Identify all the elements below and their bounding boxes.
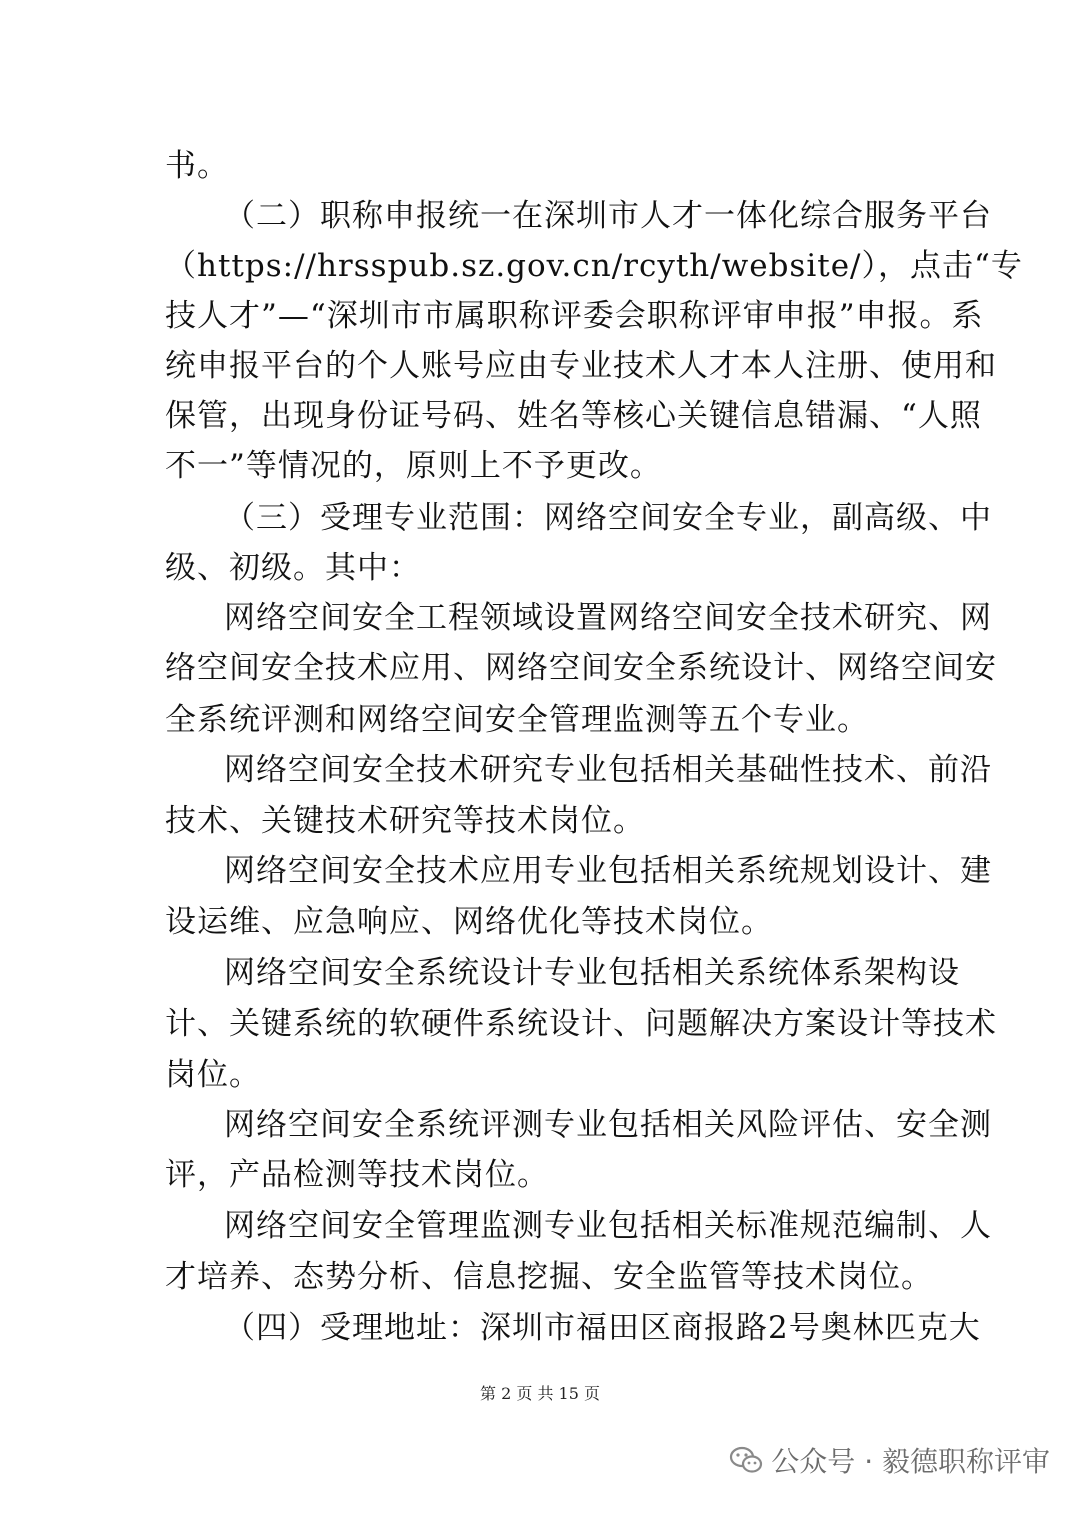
- text-line: 技术、关键技术研究等技术岗位。: [165, 803, 645, 839]
- text-line: 书。: [165, 148, 229, 184]
- wechat-icon: [729, 1445, 763, 1475]
- text-line: 络空间安全技术应用、网络空间安全系统设计、网络空间安: [165, 650, 997, 686]
- text-line: （二）职称申报统一在深圳市人才一体化综合服务平台: [224, 198, 992, 234]
- watermark: [729, 1440, 1050, 1480]
- text-line: 网络空间安全管理监测专业包括相关标准规范编制、人: [224, 1208, 992, 1244]
- text-line: 全系统评测和网络空间安全管理监测等五个专业。: [165, 702, 869, 738]
- text-line: 岗位。: [165, 1057, 261, 1093]
- page-footer: 第 2 页 共 15 页: [480, 1384, 600, 1403]
- text-line: 网络空间安全系统设计专业包括相关系统体系架构设: [224, 955, 960, 991]
- text-line: （四）受理地址：深圳市福田区商报路2号奥林匹克大: [224, 1310, 981, 1346]
- watermark-text: 公众号 · 毅德职称评审: [771, 1445, 1050, 1478]
- text-line: 计、关键系统的软硬件系统设计、问题解决方案设计等技术: [165, 1006, 997, 1042]
- text-line: （https://hrsspub.sz.gov.cn/rcyth/website/），点击“专: [165, 248, 1023, 284]
- text-line: 网络空间安全工程领域设置网络空间安全技术研究、网: [224, 600, 992, 636]
- text-line: （三）受理专业范围：网络空间安全专业，副高级、中: [224, 500, 992, 536]
- text-line: 保管，出现身份证号码、姓名等核心关键信息错漏、“人照: [165, 398, 982, 434]
- text-line: 级、初级。其中：: [165, 550, 421, 586]
- text-line: 网络空间安全系统评测专业包括相关风险评估、安全测: [224, 1107, 992, 1143]
- text-line: 网络空间安全技术应用专业包括相关系统规划设计、建: [224, 853, 992, 889]
- text-line: 统申报平台的个人账号应由专业技术人才本人注册、使用和: [165, 348, 997, 384]
- text-line: 设运维、应急响应、网络优化等技术岗位。: [165, 904, 773, 940]
- text-line: 不一”等情况的，原则上不予更改。: [165, 448, 662, 484]
- text-line: 网络空间安全技术研究专业包括相关基础性技术、前沿: [224, 752, 992, 788]
- text-line: 技人才”—“深圳市市属职称评委会职称评审申报”申报。系: [165, 298, 984, 334]
- text-line: 才培养、态势分析、信息挖掘、安全监管等技术岗位。: [165, 1259, 933, 1295]
- text-line: 评，产品检测等技术岗位。: [165, 1157, 549, 1193]
